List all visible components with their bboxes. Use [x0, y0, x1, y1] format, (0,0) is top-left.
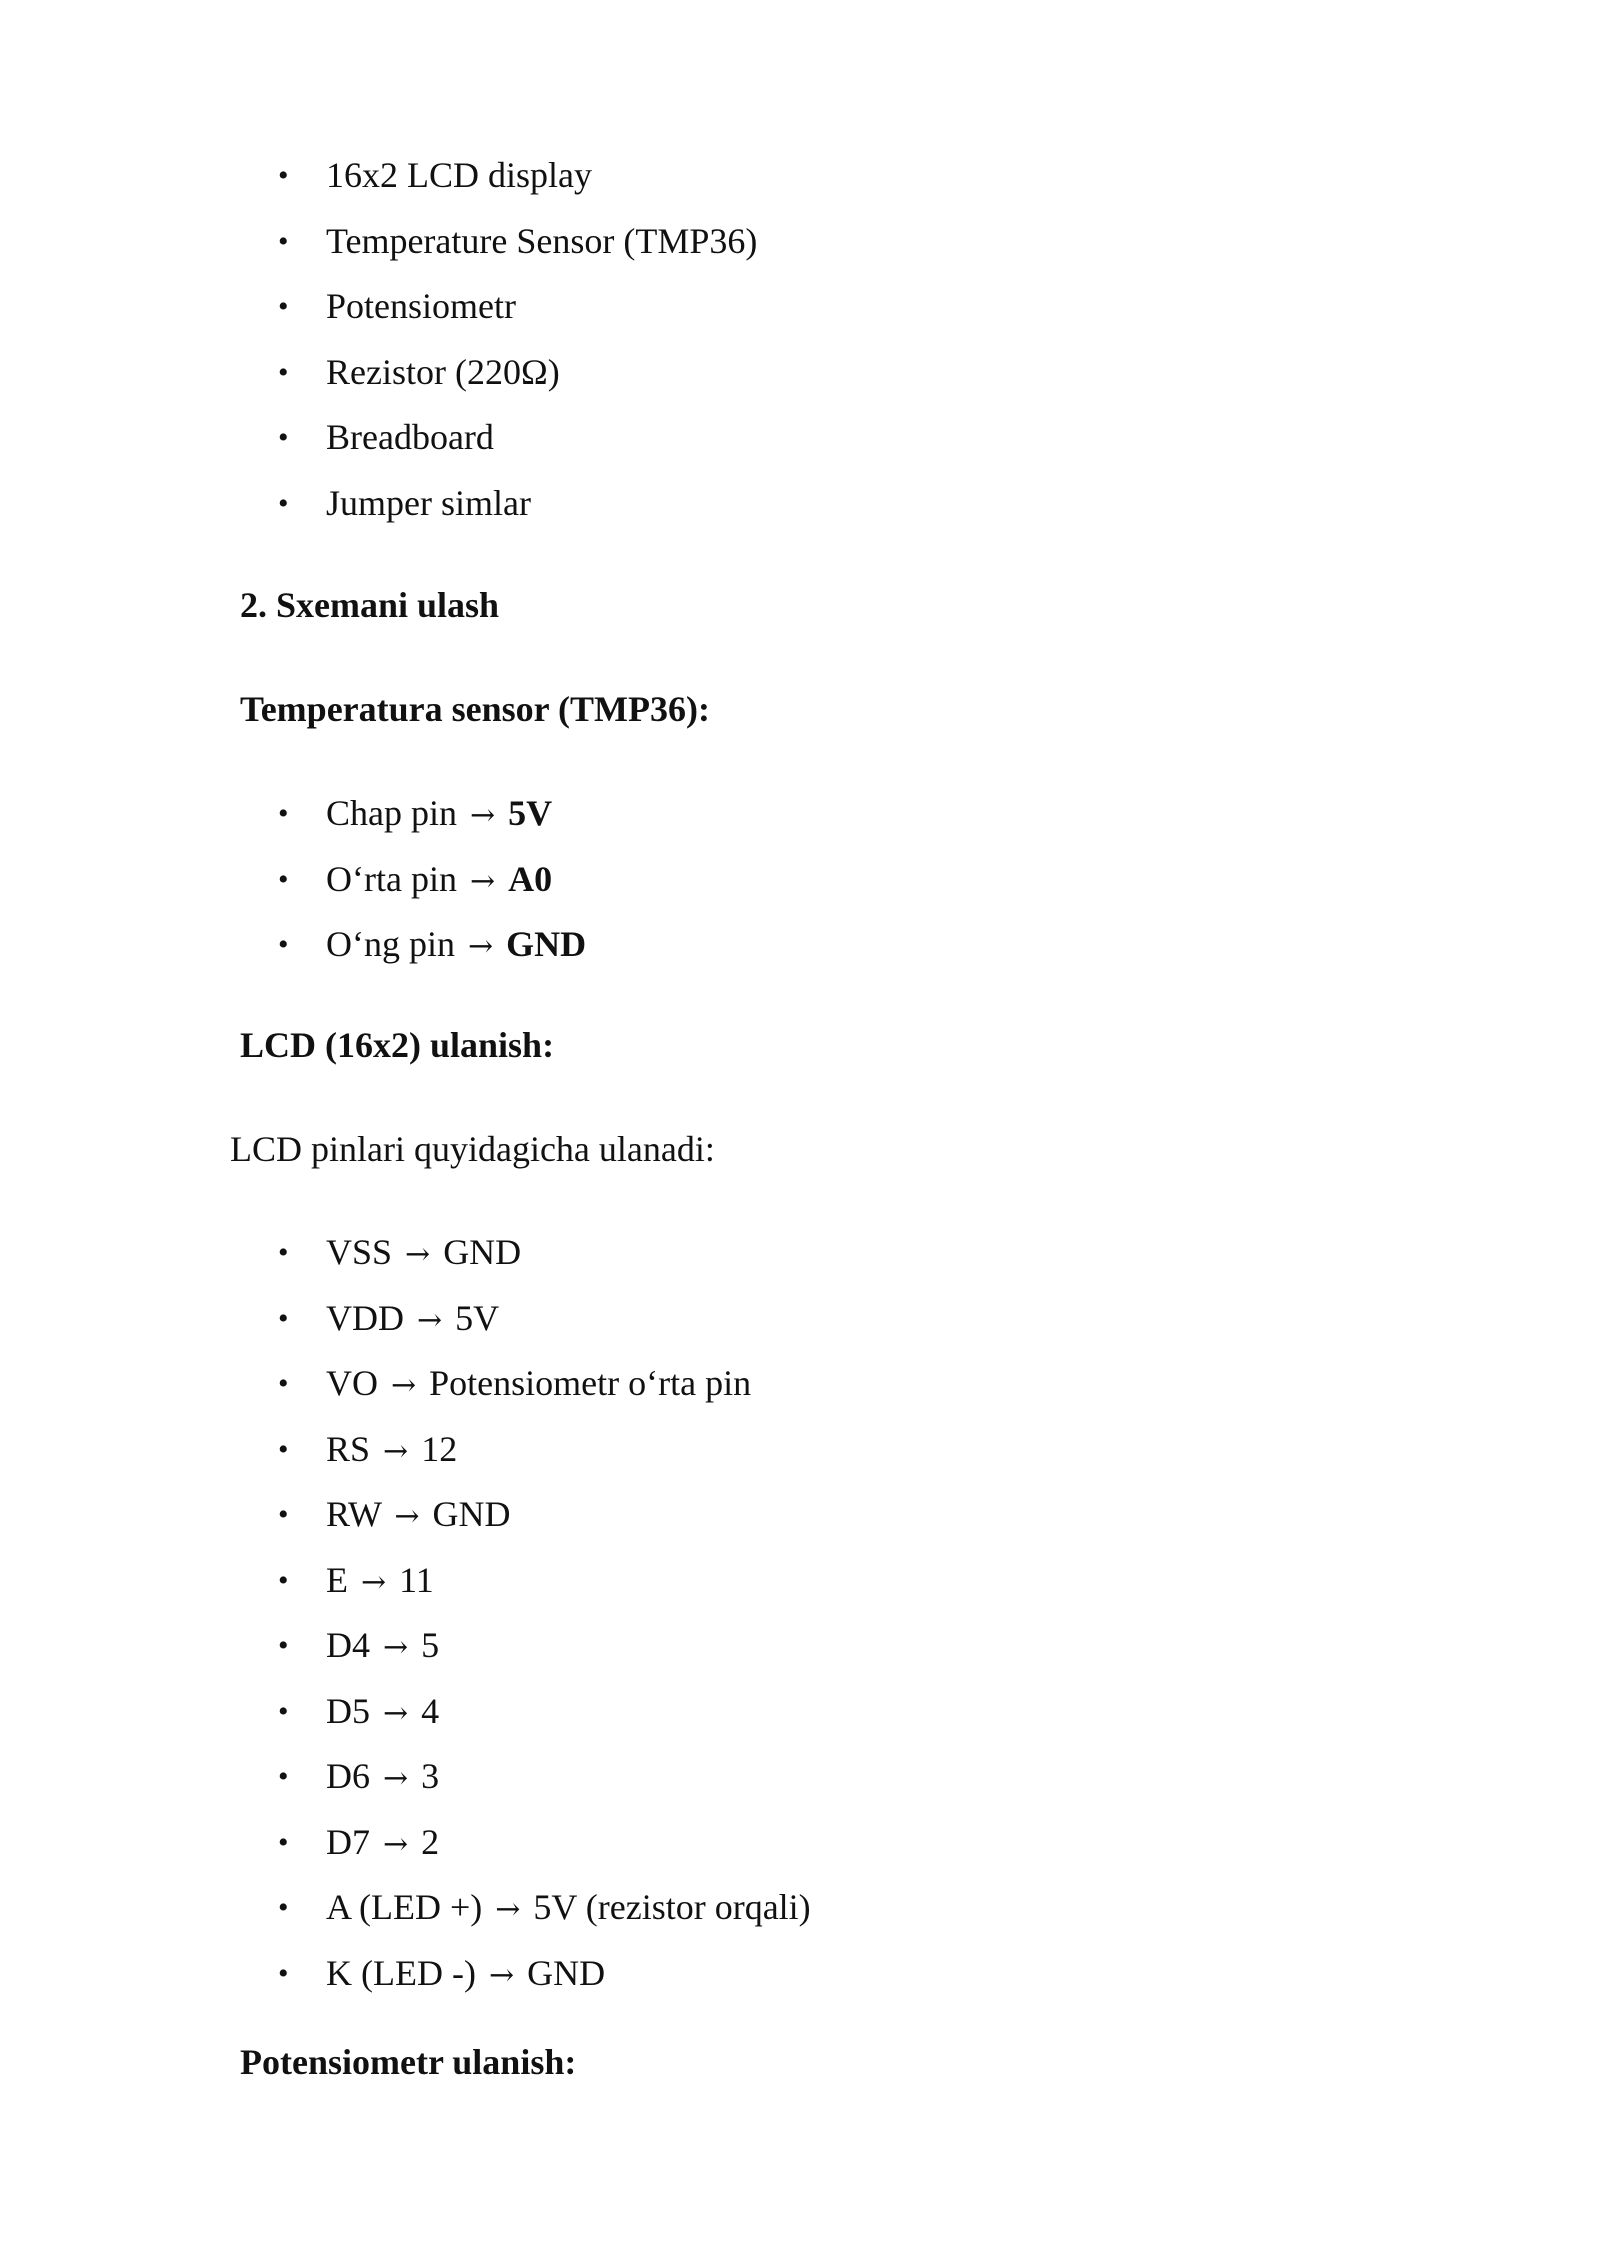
list-item: [270, 912, 586, 978]
pin-label: Chap pin: [326, 793, 457, 833]
arrow-icon: →: [417, 1302, 443, 1338]
list-item: [270, 1351, 811, 1417]
pin-target: GND: [443, 1232, 522, 1272]
bullet-icon: •: [278, 1760, 289, 1793]
list-item: [270, 1810, 811, 1876]
components-list: [270, 143, 757, 536]
lcd-pin-list: [270, 1220, 811, 2006]
bullet-icon: •: [278, 862, 289, 896]
bullet-icon: •: [278, 355, 289, 389]
list-item: [270, 1941, 811, 2007]
pin-label: A (LED +): [326, 1887, 483, 1927]
pin-target: 5V (rezistor orqali): [533, 1887, 811, 1927]
list-item: [270, 405, 757, 471]
bullet-icon: •: [278, 1498, 289, 1531]
arrow-icon: →: [383, 1433, 409, 1469]
list-item: [270, 209, 757, 275]
bullet-icon: •: [278, 1956, 289, 1990]
pin-target: GND: [527, 1952, 606, 1993]
pin-label: D6: [326, 1756, 370, 1796]
component-label: Potensiometr: [326, 286, 516, 326]
arrow-icon: →: [468, 929, 494, 964]
pin-target: 5: [421, 1625, 440, 1665]
list-item: [270, 1744, 811, 1810]
pin-target: GND: [432, 1494, 511, 1534]
bullet-icon: •: [278, 1432, 289, 1466]
pin-target: Potensiometr o‘rta pin: [429, 1363, 752, 1403]
pin-target: 5V: [508, 793, 553, 833]
list-item: [270, 143, 757, 209]
pin-label: VSS: [326, 1232, 393, 1272]
component-label: Rezistor (220Ω): [326, 351, 560, 392]
pin-label: VO: [326, 1363, 378, 1403]
pin-label: RW: [326, 1494, 382, 1534]
component-label: Breadboard: [326, 417, 494, 457]
list-item: [270, 847, 586, 913]
arrow-icon: →: [383, 1761, 409, 1796]
pin-label: E: [326, 1559, 348, 1600]
pin-target: 3: [421, 1756, 440, 1796]
list-item: [270, 1875, 811, 1941]
subsection-heading-lcd: LCD (16x2) ulanish:: [240, 1025, 555, 1065]
bullet-icon: •: [278, 797, 289, 830]
list-item: [270, 781, 586, 847]
arrow-icon: →: [361, 1564, 387, 1600]
pin-label: O‘ng pin: [326, 924, 455, 964]
bullet-icon: •: [278, 1236, 289, 1269]
subsection-heading-potentiometer: Potensiometr ulanish:: [240, 2042, 577, 2082]
tmp36-pin-list: [270, 781, 586, 978]
pin-label: D4: [326, 1625, 370, 1665]
pin-label: D7: [326, 1821, 370, 1862]
list-item: [270, 1548, 811, 1614]
bullet-icon: •: [278, 1563, 289, 1597]
lcd-intro-text: LCD pinlari quyidagicha ulanadi:: [230, 1129, 715, 1169]
bullet-icon: •: [278, 1694, 289, 1728]
bullet-icon: •: [278, 224, 289, 258]
arrow-icon: →: [495, 1892, 521, 1927]
pin-target: 11: [399, 1559, 434, 1600]
arrow-icon: →: [469, 863, 496, 899]
bullet-icon: •: [278, 159, 289, 192]
bullet-icon: •: [278, 1301, 289, 1335]
pin-label: VDD: [326, 1297, 404, 1338]
arrow-icon: →: [470, 798, 496, 833]
list-item: [270, 1286, 811, 1352]
list-item: [270, 1220, 811, 1286]
pin-target: 5V: [455, 1297, 500, 1338]
bullet-icon: •: [278, 290, 289, 323]
bullet-icon: •: [278, 928, 289, 961]
component-label: Jumper simlar: [326, 482, 531, 523]
bullet-icon: •: [278, 1825, 289, 1859]
list-item: [270, 1417, 811, 1483]
pin-label: RS: [326, 1428, 371, 1469]
arrow-icon: →: [391, 1368, 417, 1403]
pin-label: D5: [326, 1690, 370, 1731]
bullet-icon: •: [278, 486, 289, 520]
list-item: [270, 1482, 811, 1548]
arrow-icon: →: [383, 1630, 409, 1665]
arrow-icon: →: [383, 1826, 409, 1862]
arrow-icon: →: [383, 1695, 409, 1731]
component-label: Temperature Sensor (TMP36): [326, 220, 758, 261]
list-item: [270, 1679, 811, 1745]
bullet-icon: •: [278, 1367, 289, 1400]
pin-target: 12: [421, 1428, 458, 1469]
list-item: [270, 471, 757, 537]
bullet-icon: •: [278, 1629, 289, 1662]
list-item: [270, 274, 757, 340]
pin-target: A0: [508, 858, 553, 899]
list-item: [270, 340, 757, 406]
component-label: 16x2 LCD display: [326, 155, 592, 195]
bullet-icon: •: [278, 421, 289, 454]
pin-target: 4: [421, 1690, 440, 1731]
section-heading: 2. Sxemani ulash: [240, 585, 500, 625]
pin-label: K (LED -): [326, 1952, 476, 1993]
pin-label: O‘rta pin: [326, 858, 457, 899]
arrow-icon: →: [488, 1957, 515, 1993]
pin-target: GND: [506, 924, 587, 964]
pin-target: 2: [421, 1821, 440, 1862]
arrow-icon: →: [394, 1499, 420, 1534]
arrow-icon: →: [405, 1237, 431, 1272]
subsection-heading-tmp36: Temperatura sensor (TMP36):: [240, 689, 710, 729]
list-item: [270, 1613, 811, 1679]
bullet-icon: •: [278, 1891, 289, 1924]
